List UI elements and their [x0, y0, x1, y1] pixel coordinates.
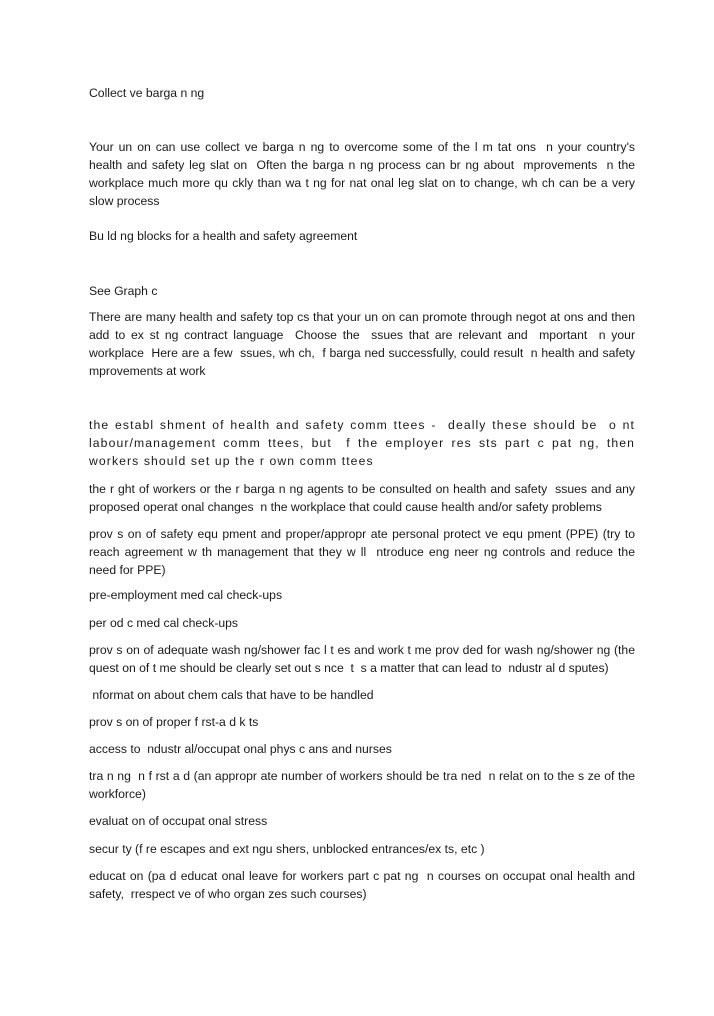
heading-building-blocks: Bu ld ng blocks for a health and safety agreement — [89, 229, 358, 243]
issue-item: prov s on of proper f rst-a d k ts — [89, 715, 259, 729]
issue-item: educat on (pa d educat onal leave for workers part c pat ng n courses on occupat onal health and safety, rrespect ve of who organ zes such courses) — [89, 869, 639, 901]
see-graphic-note: See Graph c — [89, 284, 158, 298]
issue-item: tra n ng n f rst a d (an appropr ate number of workers should be tra ned n relat on to the s ze of the workforce) — [89, 769, 639, 801]
issue-item: access to ndustr al/occupat onal phys c ans and nurses — [89, 742, 392, 756]
issue-item: pre-employment med cal check-ups — [89, 588, 283, 602]
issue-item: prov s on of safety equ pment and proper/appropr ate personal protect ve equ pment (PPE) (try to reach agreement w th management that they w ll ntroduce eng neer ng controls and reduce the need for PPE) — [89, 527, 639, 577]
issue-item: per od c med cal check-ups — [89, 616, 239, 630]
heading-collective-bargaining: Collect ve barga n ng — [89, 86, 205, 100]
issue-item: nformat on about chem cals that have to be handled — [89, 688, 374, 702]
issue-item: secur ty (f re escapes and ext ngu shers, unblocked entrances/ex ts, etc ) — [89, 842, 485, 856]
issue-item: prov s on of adequate wash ng/shower fac l t es and work t me prov ded for wash ng/shower ng (the quest on of t me should be clearly set out s nce t s a matter that can lead to ndustr al d sputes) — [89, 643, 639, 675]
topics-paragraph: There are many health and safety top cs that your un on can promote through negot at ons and then add to ex st ng contract language Choose the ssues that are relevant and mportant n your workplace Here are a few ssues, wh ch, f barga ned successfully, could result n health and safety mprovements at work — [89, 310, 642, 378]
issue-item: the establ shment of health and safety comm ttees - deally these should be o nt labour/management comm ttees, but f the employer res sts part c pat ng, then workers should set up the r own comm ttees — [89, 418, 640, 468]
issue-item: evaluat on of occupat onal stress — [89, 814, 268, 828]
intro-paragraph: Your un on can use collect ve barga n ng to overcome some of the l m tat ons n your country's health and safety leg slat on Often the barga n ng process can br ng about mprovements n the workplace much more qu ckly than wa t ng for nat onal leg slat on to change, wh ch can be a very slow process — [89, 140, 639, 208]
issue-item: the r ght of workers or the r barga n ng agents to be consulted on health and safety ssues and any proposed operat onal changes n the workplace that could cause health and/or safety problems — [89, 482, 639, 514]
